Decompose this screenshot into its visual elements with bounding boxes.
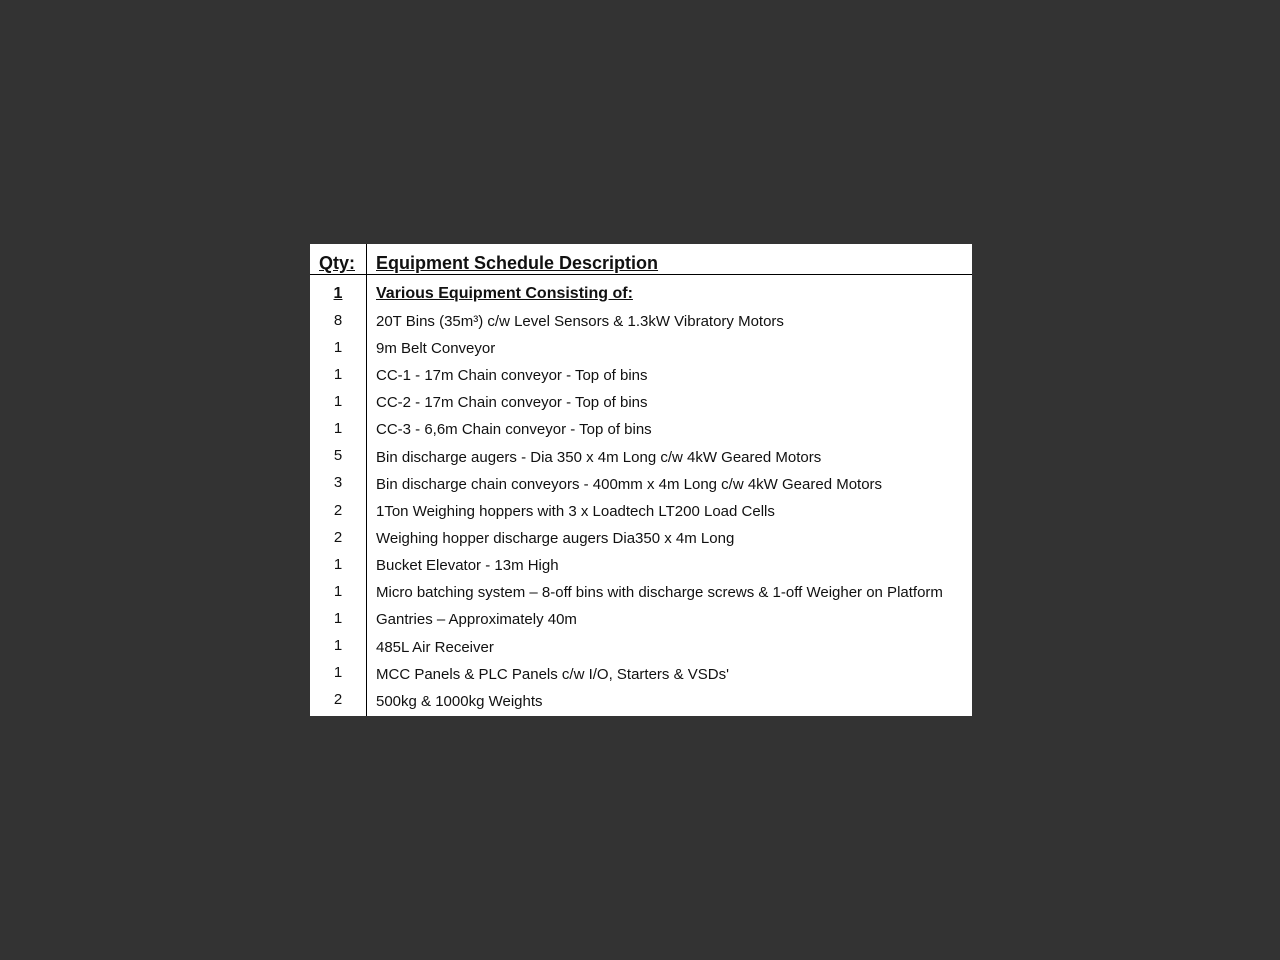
header-divider bbox=[310, 274, 972, 275]
row-qty: 1 bbox=[333, 556, 343, 573]
row-description: CC-1 - 17m Chain conveyor - Top of bins bbox=[376, 367, 648, 384]
row-qty: 1 bbox=[333, 664, 343, 681]
row-description: Various Equipment Consisting of: bbox=[376, 285, 633, 302]
row-description: CC-2 - 17m Chain conveyor - Top of bins bbox=[376, 394, 648, 411]
column-divider bbox=[366, 244, 367, 716]
row-qty: 1 bbox=[333, 637, 343, 654]
row-qty: 1 bbox=[333, 285, 343, 302]
row-qty: 1 bbox=[333, 583, 343, 600]
equipment-schedule-document bbox=[310, 244, 972, 716]
row-description: Bin discharge chain conveyors - 400mm x 4m Long c/w 4kW Geared Motors bbox=[376, 476, 883, 493]
row-qty: 3 bbox=[333, 474, 343, 491]
row-description: MCC Panels & PLC Panels c/w I/O, Starters & VSDs' bbox=[376, 666, 729, 683]
row-qty: 1 bbox=[333, 393, 343, 410]
row-qty: 1 bbox=[333, 610, 343, 627]
row-description: 500kg & 1000kg Weights bbox=[376, 693, 543, 710]
row-qty: 1 bbox=[333, 339, 343, 356]
row-qty: 8 bbox=[333, 312, 343, 329]
row-description: CC-3 - 6,6m Chain conveyor - Top of bins bbox=[376, 421, 652, 438]
row-description: 20T Bins (35m³) c/w Level Sensors & 1.3kW Vibratory Motors bbox=[376, 313, 784, 330]
row-description: 485L Air Receiver bbox=[376, 639, 494, 656]
row-qty: 2 bbox=[333, 502, 343, 519]
row-description: 9m Belt Conveyor bbox=[376, 340, 496, 357]
description-header: Equipment Schedule Description bbox=[376, 253, 659, 273]
row-description: Gantries – Approximately 40m bbox=[376, 611, 577, 628]
row-qty: 2 bbox=[333, 691, 343, 708]
qty-header: Qty: bbox=[319, 253, 355, 273]
row-qty: 5 bbox=[333, 447, 343, 464]
row-description: 1Ton Weighing hoppers with 3 x Loadtech LT200 Load Cells bbox=[376, 503, 775, 520]
row-qty: 2 bbox=[333, 529, 343, 546]
row-description: Micro batching system – 8-off bins with discharge screws & 1-off Weigher on Platform bbox=[376, 584, 943, 601]
row-qty: 1 bbox=[333, 366, 343, 383]
row-description: Weighing hopper discharge augers Dia350 x 4m Long bbox=[376, 530, 735, 547]
row-description: Bin discharge augers - Dia 350 x 4m Long c/w 4kW Geared Motors bbox=[376, 449, 822, 466]
row-description: Bucket Elevator - 13m High bbox=[376, 557, 559, 574]
row-qty: 1 bbox=[333, 420, 343, 437]
